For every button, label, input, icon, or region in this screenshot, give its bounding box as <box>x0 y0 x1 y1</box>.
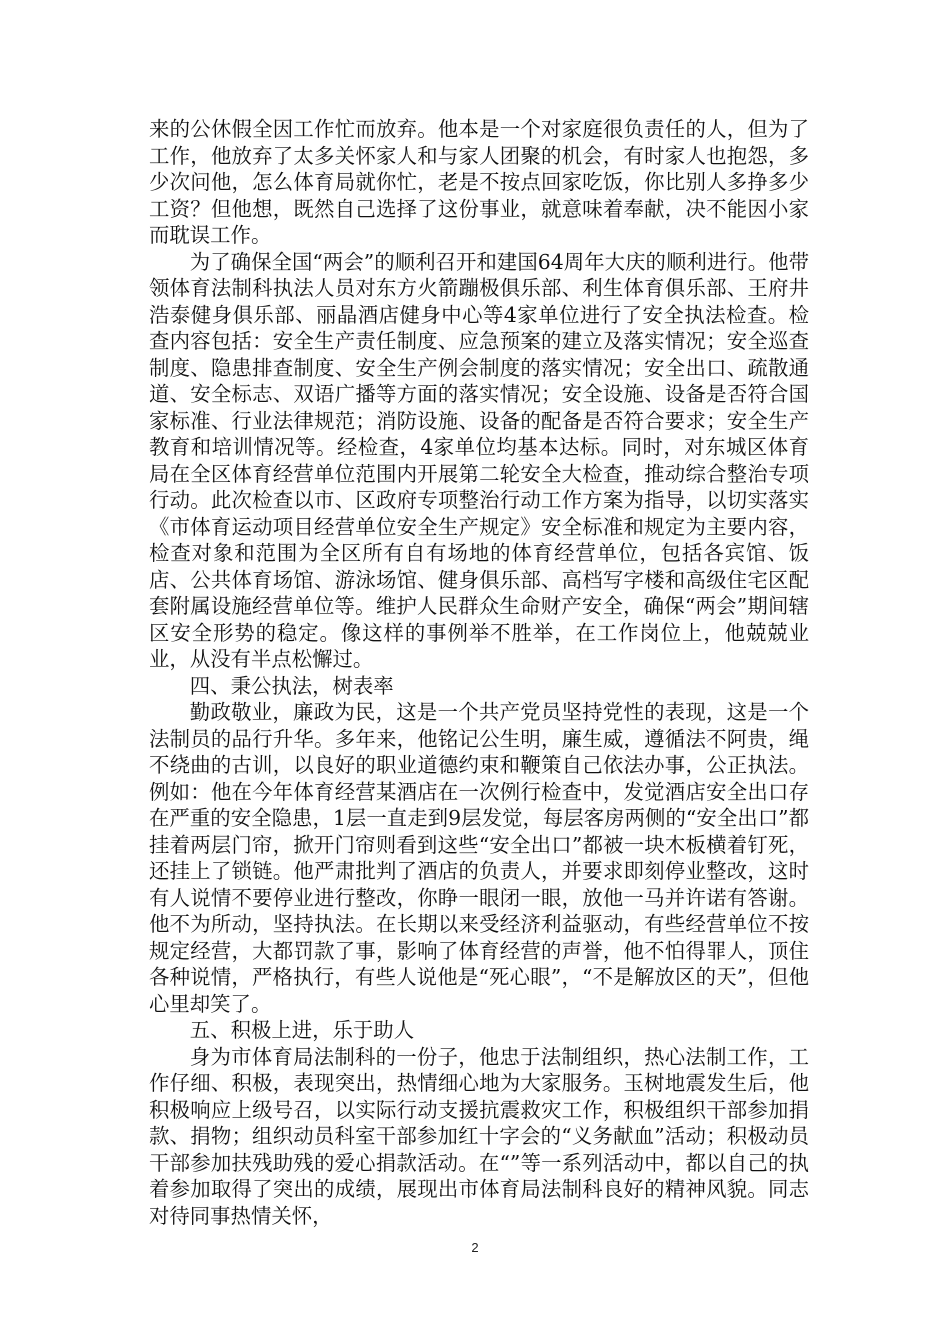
paragraph-two-sessions-inspection: 为了确保全国“两会”的顺利召开和建国64周年大庆的顺利进行。他带领体育法制科执法人员对东方火箭蹦极俱乐部、利生体育俱乐部、王府井浩泰健身俱乐部、丽晶酒店健身中心等4家单位进行了安全执法检查。检查内容包括：安全生产责任制度、应急预案的建立及落实情况；安全巡查制度、隐患排查制度、安全生产例会制度的落实情况；安全出口、疏散通道、安全标志、双语广播等方面的落实情况；安全设施、设备是否符合国家标准、行业法律规范；消防设施、设备的配备是否符合要求；安全生产教育和培训情况等。经检查，4家单位均基本达标。同时，对东城区体育局在全区体育经营单位范围内开展第二轮安全大检查，推动综合整治专项行动。此次检查以市、区政府专项整治行动工作方案为指导，以切实落实《市体育运动项目经营单位安全生产规定》安全标准和规定为主要内容，检查对象和范围为全区所有自有场地的体育经营单位，包括各宾馆、饭店、公共体育场馆、游泳场馆、健身俱乐部、高档写字楼和高级住宅区配套附属设施经营单位等。维护人民群众生命财产安全，确保“两会”期间辖区安全形势的稳定。像这样的事例举不胜举，在工作岗位上，他兢兢业业，从没有半点松懈过。 <box>149 249 809 671</box>
paragraph-impartial-enforcement: 勤政敬业，廉政为民，这是一个共产党员坚持党性的表现，这是一个法制员的品行升华。多年来，他铭记公生明，廉生威，遵循法不阿贵，绳不绕曲的古训，以良好的职业道德约束和鞭策自己依法办事，公正执法。例如：他在今年体育经营某酒店在一次例行检查中，发觉酒店安全出口存在严重的安全隐患，1层一直走到9层发觉，每层客房两侧的“安全出口”都挂着两层门帘，掀开门帘则看到这些“安全出口”都被一块木板横着钉死，还挂上了锁链。他严肃批判了酒店的负责人，并要求即刻停业整改，这时有人说情不要停业进行整改，你睁一眼闭一眼，放他一马并许诺有答谢。他不为所动，坚持执法。在长期以来受经济利益驱动，有些经营单位不按规定经营，大都罚款了事，影响了体育经营的声誉，他不怕得罪人，顶住各种说情，严格执行，有些人说他是“死心眼”，“不是解放区的天”，但他心里却笑了。 <box>149 700 809 1016</box>
paragraph-continuation: 来的公休假全因工作忙而放弃。他本是一个对家庭很负责任的人，但为了工作，他放弃了太多关怀家人和与家人团聚的机会，有时家人也抱怨，多少次问他，怎么体育局就你忙，老是不按点回家吃饭，你比别人多挣多少工资？但他想，既然自己选择了这份事业，就意味着奉献，决不能因小家而耽误工作。 <box>149 117 809 247</box>
section-heading-impartial-enforcement: 四、秉公执法，树表率 <box>189 673 394 698</box>
paragraph-helping-others: 身为市体育局法制科的一份子，他忠于法制组织，热心法制工作，工作仔细、积极，表现突出，热情细心地为大家服务。玉树地震发生后，他积极响应上级号召，以实际行动支援抗震救灾工作，积极组织干部参加捐款、捐物；组织动员科室干部参加红十字会的“义务献血”活动；积极动员干部参加扶残助残的爱心捐款活动。在“”等一系列活动中，都以自己的执着参加取得了突出的成绩，展现出市体育局法制科良好的精神风貌。同志对待同事热情关怀， <box>149 1044 809 1228</box>
section-heading-helping-others: 五、积极上进，乐于助人 <box>189 1018 415 1042</box>
document-body <box>149 116 809 1229</box>
page-number: 2 <box>471 1240 479 1255</box>
